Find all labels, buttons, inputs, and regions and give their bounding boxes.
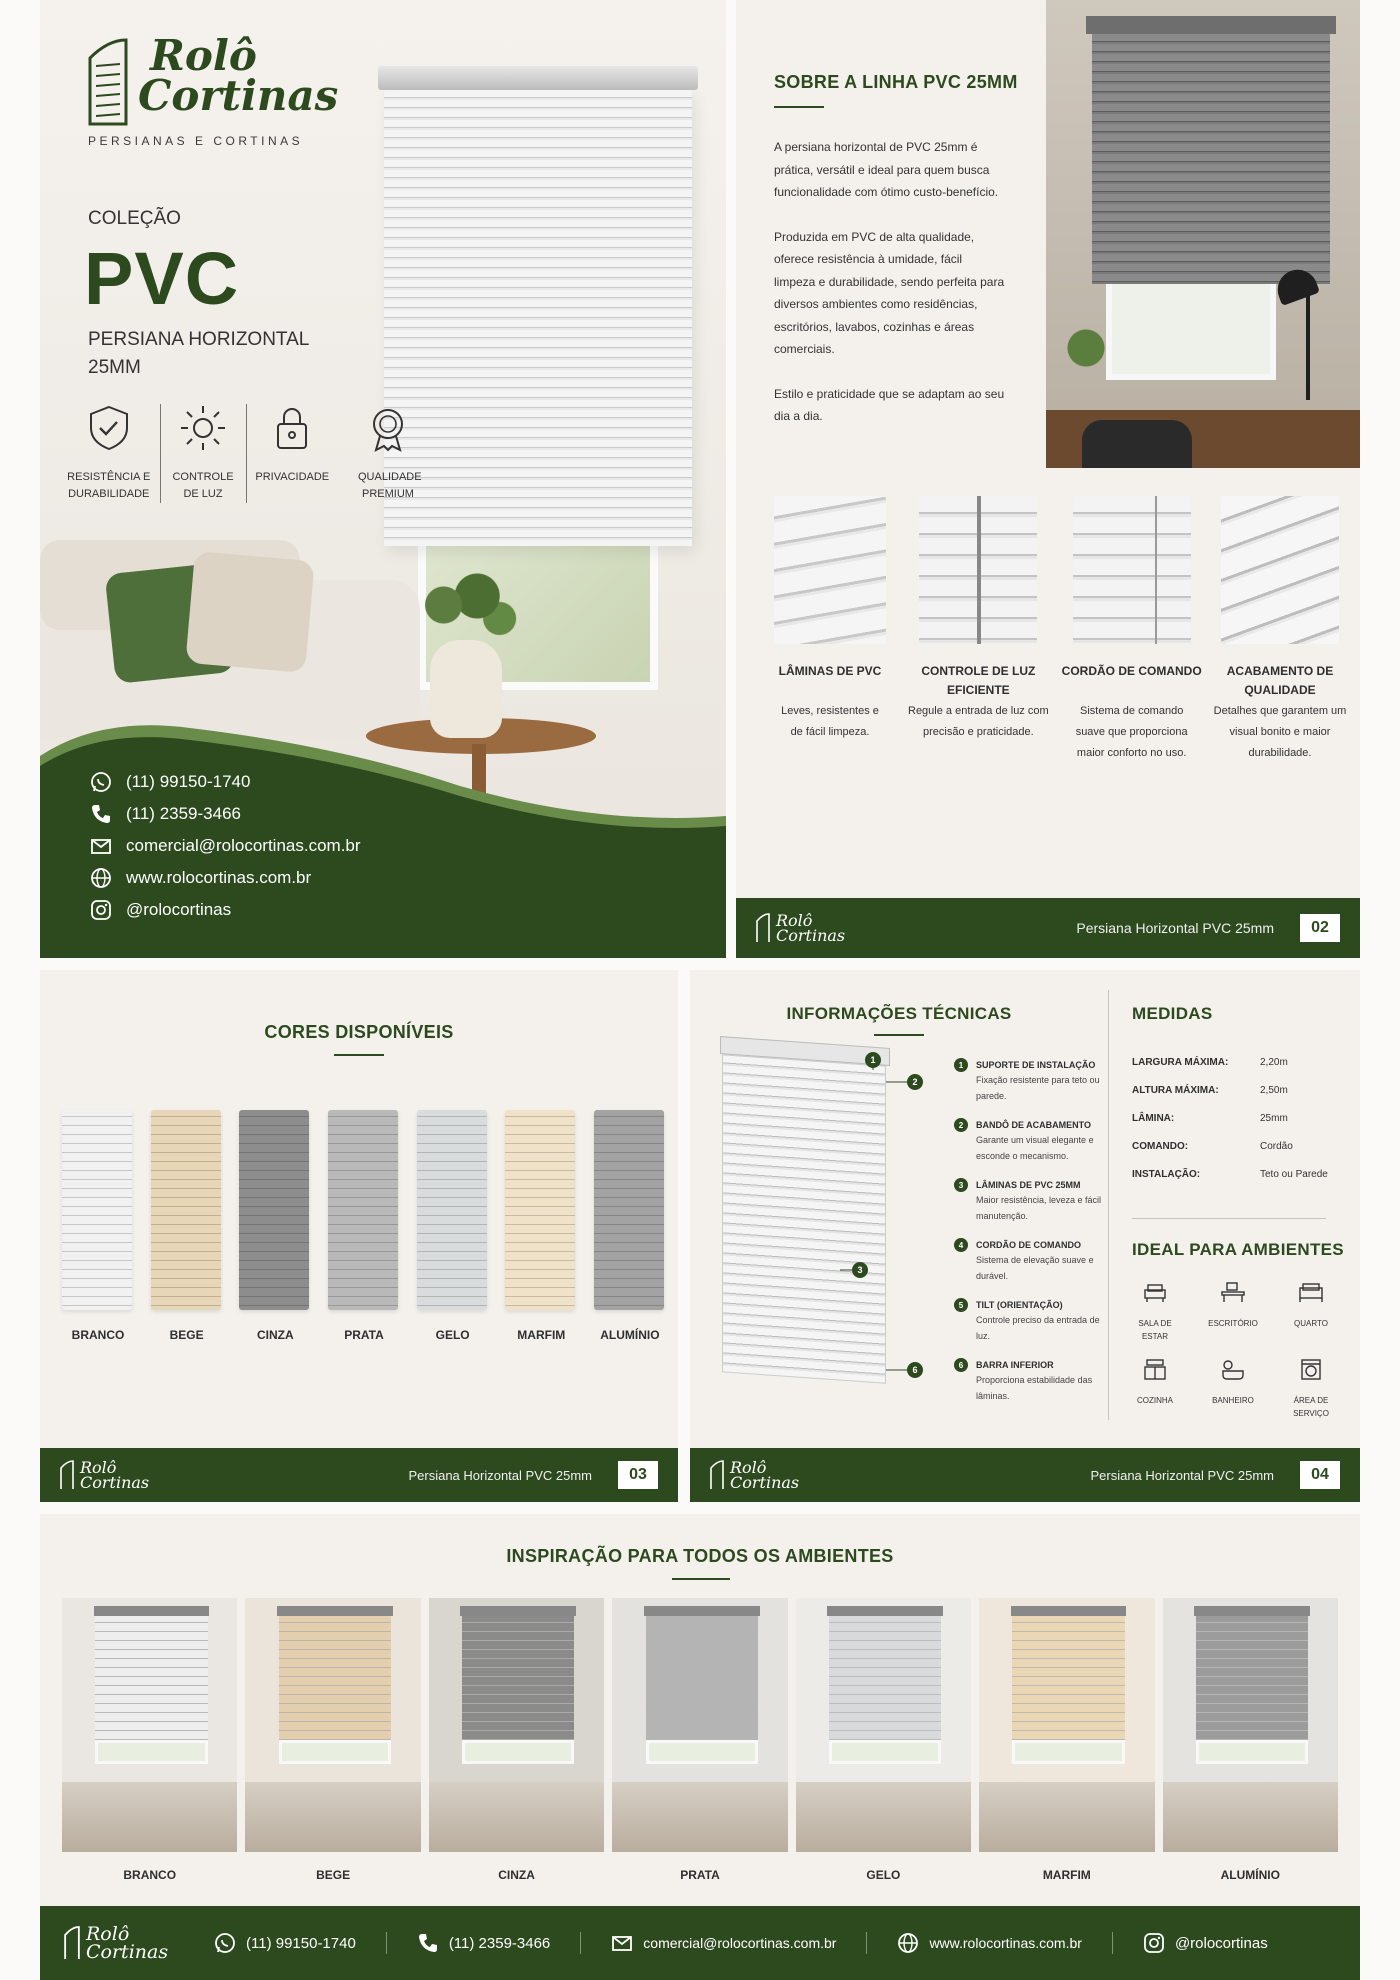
room-photo — [245, 1598, 420, 1852]
about-text — [774, 136, 1006, 428]
detail-card — [760, 496, 900, 764]
room-photo-blind — [1012, 1616, 1124, 1740]
phone-icon — [90, 803, 112, 825]
bottom-contact-bar — [40, 1906, 1360, 1980]
measure-key: ALTURA MÁXIMA: — [1132, 1084, 1219, 1096]
inspiration-item[interactable] — [796, 1598, 971, 1882]
swatch-blind — [505, 1110, 575, 1310]
feature-light — [161, 404, 247, 503]
tech-panel — [690, 970, 1360, 1502]
contact-text: @rolocortinas — [126, 900, 232, 919]
measure-value: Teto ou Parede — [1260, 1168, 1328, 1180]
bar-website[interactable] — [867, 1932, 1113, 1954]
inspiration-item[interactable] — [612, 1598, 787, 1882]
part-desc: Proporciona estabilidade das lâminas. — [976, 1375, 1093, 1401]
detail-photo-tilt — [919, 496, 1037, 644]
bed-icon — [1297, 1280, 1325, 1304]
color-swatch[interactable] — [151, 1110, 223, 1342]
detail-card — [903, 496, 1053, 764]
room-photo — [1163, 1598, 1338, 1852]
color-swatch[interactable] — [62, 1110, 134, 1342]
feature-label: PRIVACIDADE — [255, 471, 330, 483]
part-item — [954, 1118, 1104, 1164]
footer-logo — [60, 1460, 149, 1490]
part-item — [954, 1358, 1104, 1404]
about-paragraph: Estilo e praticidade que se adaptam ao seu dia a dia. — [774, 386, 1005, 423]
detail-desc: Regule a entrada de luz com precisão e praticidade. — [908, 705, 1049, 738]
room-photo-blind — [1196, 1616, 1308, 1740]
colors-title: CORES DISPONÍVEIS — [264, 1022, 454, 1042]
room-photo-blind — [279, 1616, 391, 1740]
measure-key: COMANDO: — [1132, 1140, 1189, 1152]
shield-check-icon — [87, 404, 131, 452]
room-label: ESCRITÓRIO — [1208, 1319, 1258, 1328]
bar-text: (11) 2359-3466 — [448, 1934, 551, 1952]
contact-instagram[interactable] — [90, 894, 361, 926]
page-footer — [40, 1448, 678, 1502]
footer-product: Persiana Horizontal PVC 25mm — [1090, 1467, 1274, 1483]
detail-title: CORDÃO DE COMANDO — [1061, 664, 1202, 678]
measure-row — [1132, 1132, 1342, 1160]
part-title: CORDÃO DE COMANDO — [976, 1240, 1081, 1250]
inspiration-item[interactable] — [979, 1598, 1154, 1882]
footer-product: Persiana Horizontal PVC 25mm — [408, 1467, 592, 1483]
part-number-badge: 6 — [954, 1358, 968, 1372]
color-swatch[interactable] — [328, 1110, 400, 1342]
bath-icon — [1219, 1357, 1247, 1381]
inspiration-item[interactable] — [1163, 1598, 1338, 1882]
detail-cards — [760, 496, 1350, 764]
inspiration-item[interactable] — [245, 1598, 420, 1882]
callout-2: 2 — [912, 1077, 918, 1087]
part-title: SUPORTE DE INSTALAÇÃO — [976, 1060, 1096, 1070]
detail-title: ACABAMENTO DE QUALIDADE — [1226, 664, 1334, 697]
color-swatch[interactable] — [417, 1110, 489, 1342]
room-photo — [429, 1598, 604, 1852]
logo-blind-icon — [756, 913, 770, 943]
desk-icon — [1219, 1280, 1247, 1304]
measure-row — [1132, 1048, 1342, 1076]
swatch-label: BEGE — [169, 1328, 204, 1342]
detail-desc: Detalhes que garantem um visual bonito e maior durabilidade. — [1213, 705, 1347, 759]
measure-value: 2,20m — [1260, 1056, 1288, 1068]
swatch-blind — [62, 1110, 132, 1310]
feature-resistance — [58, 404, 161, 503]
detail-photo-finish — [1221, 496, 1339, 644]
footer-brand-2: Cortinas — [776, 926, 846, 945]
footer-logo — [710, 1460, 799, 1490]
globe-icon — [897, 1932, 919, 1954]
detail-title: LÂMINAS DE PVC — [778, 664, 882, 678]
inspiration-item[interactable] — [429, 1598, 604, 1882]
about-title: SOBRE A LINHA PVC 25MM — [774, 72, 1018, 92]
measure-key: LÂMINA: — [1132, 1112, 1175, 1124]
contact-phone[interactable] — [90, 798, 361, 830]
award-badge-icon — [366, 404, 410, 452]
measure-row — [1132, 1076, 1342, 1104]
contact-email[interactable] — [90, 830, 361, 862]
product-subtitle: PERSIANA HORIZONTAL 25MM — [88, 329, 309, 378]
swatch-blind — [151, 1110, 221, 1310]
room-photo-blind — [95, 1616, 207, 1740]
feature-label: RESISTÊNCIA E DURABILIDADE — [67, 471, 151, 500]
bar-text: @rolocortinas — [1174, 1934, 1268, 1952]
room-photo-blind — [829, 1616, 941, 1740]
page-number: 04 — [1300, 1461, 1340, 1489]
whatsapp-icon — [214, 1932, 236, 1954]
about-paragraph: A persiana horizontal de PVC 25mm é prática, versátil e ideal para quem busca funcionalidade com ótimo custo-benefício. — [774, 140, 999, 199]
instagram-icon — [1143, 1932, 1165, 1954]
swatch-label: GELO — [435, 1328, 470, 1342]
email-icon — [90, 835, 112, 857]
part-number-badge: 5 — [954, 1298, 968, 1312]
color-swatches — [62, 1110, 666, 1342]
footer-brand-1: Rolô — [86, 1923, 130, 1945]
swatch-label: ALUMÍNIO — [600, 1328, 660, 1342]
inspiration-label: MARFIM — [1042, 1868, 1091, 1882]
part-desc: Sistema de elevação suave e durável. — [976, 1255, 1094, 1281]
swatch-label: BRANCO — [71, 1328, 125, 1342]
part-desc: Controle preciso da entrada de luz. — [976, 1315, 1100, 1341]
inspiration-label: BRANCO — [123, 1868, 177, 1882]
inspiration-label: ALUMÍNIO — [1220, 1868, 1280, 1882]
collection-title: PVC — [84, 237, 240, 320]
detail-photo-slats — [774, 496, 886, 644]
room-photo — [612, 1598, 787, 1852]
contact-whatsapp[interactable] — [90, 766, 361, 798]
about-paragraph: Produzida em PVC de alta qualidade, oferece resistência à umidade, fácil limpeza e durabilidade, sendo perfeita para diversos ambientes como residências, escritórios, lavabos, cozinhas e áreas comerciais. — [774, 229, 1005, 356]
room-photo — [796, 1598, 971, 1852]
ideal-title: IDEAL PARA AMBIENTES — [1132, 1240, 1344, 1259]
brand-logo — [86, 31, 339, 126]
inspiration-label: PRATA — [680, 1868, 720, 1882]
room-photo — [62, 1598, 237, 1852]
detail-title: CONTROLE DE LUZ EFICIENTE — [921, 664, 1036, 697]
page-footer — [690, 1448, 1360, 1502]
title-underline — [334, 1054, 384, 1056]
part-item — [954, 1058, 1104, 1104]
room-item — [1194, 1280, 1272, 1343]
page-number: 02 — [1300, 914, 1340, 942]
collection-label: COLEÇÃO — [88, 208, 181, 229]
inspiration-panel — [40, 1514, 1360, 1980]
part-item — [954, 1238, 1104, 1284]
color-swatch[interactable] — [239, 1110, 311, 1342]
title-underline — [672, 1578, 730, 1580]
footer-brand-2: Cortinas — [80, 1473, 150, 1492]
office-blind — [1092, 34, 1330, 284]
bar-text: (11) 99150-1740 — [246, 1934, 356, 1952]
room-item — [1116, 1280, 1194, 1343]
kitchen-icon — [1141, 1357, 1169, 1381]
page-footer — [736, 898, 1360, 958]
lock-icon — [270, 404, 314, 452]
part-title: LÂMINAS DE PVC 25MM — [976, 1180, 1081, 1190]
sofa-icon — [1141, 1280, 1169, 1304]
inspiration-label: GELO — [866, 1868, 901, 1882]
callout-6: 6 — [912, 1365, 918, 1375]
footer-logo — [64, 1925, 184, 1961]
contact-text: (11) 2359-3466 — [126, 804, 241, 823]
part-item — [954, 1178, 1104, 1224]
measure-value: 2,50m — [1260, 1084, 1288, 1096]
brand-name-line2: Cortinas — [138, 71, 339, 120]
part-number-badge: 3 — [954, 1178, 968, 1192]
swatch-blind — [417, 1110, 487, 1310]
room-photo-blind — [646, 1616, 758, 1740]
room-label: COZINHA — [1137, 1396, 1173, 1405]
inspiration-item[interactable] — [62, 1598, 237, 1882]
measures-table — [1132, 1048, 1342, 1188]
part-desc: Maior resistência, leveza e fácil manutenção. — [976, 1195, 1102, 1221]
footer-logo — [756, 913, 845, 943]
room-photo-blind — [462, 1616, 574, 1740]
room-item — [1272, 1280, 1350, 1343]
part-title: BARRA INFERIOR — [976, 1360, 1054, 1370]
whatsapp-icon — [90, 771, 112, 793]
contact-text: www.rolocortinas.com.br — [126, 868, 312, 887]
colors-panel — [40, 970, 678, 1502]
detail-desc: Leves, resistentes e de fácil limpeza. — [781, 705, 879, 738]
feature-label: CONTROLE DE LUZ — [172, 471, 234, 500]
logo-blind-icon — [86, 36, 130, 126]
inspiration-label: BEGE — [316, 1868, 351, 1882]
bar-instagram[interactable] — [1113, 1932, 1298, 1954]
measure-value: 25mm — [1260, 1112, 1288, 1124]
hero-blind-headrail — [378, 66, 698, 90]
callout-3: 3 — [857, 1265, 863, 1275]
contact-text: comercial@rolocortinas.com.br — [126, 836, 361, 855]
inspiration-title: INSPIRAÇÃO PARA TODOS OS AMBIENTES — [506, 1546, 894, 1566]
beige-cushion — [185, 551, 314, 673]
cover-panel — [40, 0, 726, 958]
vertical-divider — [1108, 990, 1109, 1420]
footer-product: Persiana Horizontal PVC 25mm — [1076, 920, 1274, 936]
detail-card — [1210, 496, 1350, 764]
color-swatch[interactable] — [505, 1110, 577, 1342]
room-label: QUARTO — [1294, 1319, 1328, 1328]
measures-title: MEDIDAS — [1132, 1004, 1213, 1023]
part-number-badge: 1 — [954, 1058, 968, 1072]
room-photo — [979, 1598, 1154, 1852]
footer-brand-2: Cortinas — [730, 1473, 800, 1492]
plant — [410, 560, 522, 650]
about-panel — [736, 0, 1360, 958]
page-number: 03 — [618, 1461, 658, 1489]
footer-brand-1: Rolô — [80, 1458, 117, 1477]
room-label: BANHEIRO — [1212, 1396, 1254, 1405]
measures-divider — [1132, 1218, 1326, 1219]
cover-contacts — [90, 766, 361, 926]
bar-whatsapp[interactable] — [184, 1932, 387, 1954]
swatch-label: PRATA — [344, 1328, 384, 1342]
bar-phone[interactable] — [387, 1932, 581, 1954]
part-item — [954, 1298, 1104, 1344]
title-underline — [774, 106, 824, 108]
footer-brand-1: Rolô — [730, 1458, 767, 1477]
part-desc: Fixação resistente para teto ou parede. — [976, 1075, 1100, 1101]
sun-icon — [179, 404, 227, 452]
swatch-blind — [328, 1110, 398, 1310]
room-label: ÁREA DE SERVIÇO — [1293, 1396, 1329, 1418]
brand-name-line1: Rolô — [150, 31, 257, 80]
instagram-icon — [90, 899, 112, 921]
office-photo — [1046, 0, 1360, 468]
swatch-blind — [594, 1110, 664, 1310]
detail-photo-cord — [1073, 496, 1191, 644]
part-number-badge: 2 — [954, 1118, 968, 1132]
measure-row — [1132, 1160, 1342, 1188]
logo-blind-icon — [710, 1460, 724, 1490]
measure-key: INSTALAÇÃO: — [1132, 1168, 1201, 1180]
bar-email[interactable] — [581, 1932, 867, 1954]
feature-premium — [338, 404, 438, 503]
globe-icon — [90, 867, 112, 889]
measure-key: LARGURA MÁXIMA: — [1132, 1056, 1229, 1068]
footer-brand-2: Cortinas — [86, 1941, 169, 1963]
tech-title: INFORMAÇÕES TÉCNICAS — [786, 1004, 1012, 1023]
room-label: SALA DE ESTAR — [1138, 1319, 1172, 1341]
contact-text: (11) 99150-1740 — [126, 772, 251, 791]
contact-website[interactable] — [90, 862, 361, 894]
part-title: BANDÔ DE ACABAMENTO — [976, 1120, 1092, 1130]
part-desc: Garante um visual elegante e esconde o mecanismo. — [976, 1135, 1094, 1161]
logo-blind-icon — [60, 1460, 74, 1490]
rooms-grid — [1116, 1280, 1350, 1434]
bar-text: www.rolocortinas.com.br — [929, 1935, 1082, 1951]
feature-label: QUALIDADE PREMIUM — [358, 471, 422, 500]
part-number-badge: 4 — [954, 1238, 968, 1252]
swatch-label: MARFIM — [517, 1328, 566, 1342]
phone-icon — [417, 1932, 439, 1954]
brand-tagline: PERSIANAS E CORTINAS — [88, 134, 304, 148]
footer-brand-1: Rolô — [776, 911, 813, 930]
part-title: TILT (ORIENTAÇÃO) — [976, 1300, 1063, 1310]
callout-1: 1 — [870, 1055, 876, 1065]
laundry-icon — [1297, 1357, 1325, 1381]
measure-value: Cordão — [1260, 1140, 1293, 1152]
inspiration-label: CINZA — [498, 1868, 535, 1882]
email-icon — [611, 1932, 633, 1954]
feature-privacy — [247, 404, 338, 503]
measure-row — [1132, 1104, 1342, 1132]
detail-card — [1057, 496, 1207, 764]
parts-list — [954, 1058, 1104, 1418]
inspiration-gallery — [62, 1598, 1338, 1882]
feature-row — [58, 404, 438, 503]
logo-blind-icon — [64, 1925, 80, 1961]
detail-desc: Sistema de comando suave que proporciona maior conforto no uso. — [1075, 705, 1188, 759]
swatch-label: CINZA — [256, 1328, 294, 1342]
room-item — [1116, 1357, 1194, 1420]
room-item — [1272, 1357, 1350, 1420]
room-item — [1194, 1357, 1272, 1420]
color-swatch[interactable] — [594, 1110, 666, 1342]
swatch-blind — [239, 1110, 309, 1310]
bar-text: comercial@rolocortinas.com.br — [643, 1935, 837, 1951]
